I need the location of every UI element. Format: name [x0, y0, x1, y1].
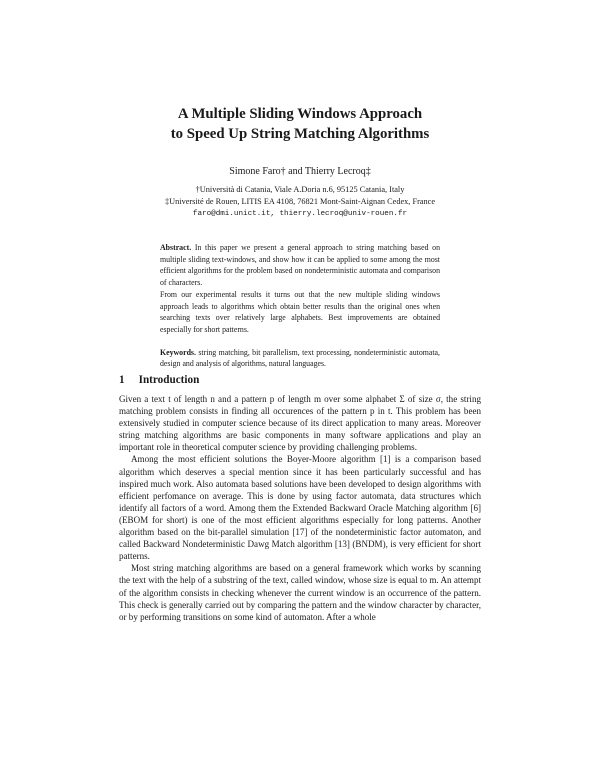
abstract-text-1: In this paper we present a general approach to string matching based on multiple sliding text-windows, and show how it can be applied to some among the most efficient algorithms for the problem based on nondeterministic automata and comparison of characters.	[160, 243, 440, 288]
section-number: 1	[119, 374, 125, 386]
title-line-1: A Multiple Sliding Windows Approach	[177, 106, 423, 122]
affiliation-rouen: ‡Université de Rouen, LITIS EA 4108, 76821 Mont-Saint-Aignan Cedex, France	[164, 197, 436, 206]
abstract-label: Abstract.	[160, 243, 192, 252]
affiliation-catania: †Università di Catania, Viale A.Doria n.6, 95125 Catania, Italy	[195, 185, 405, 194]
affiliations	[100, 184, 500, 220]
author-emails: faro@dmi.unict.it, thierry.lecroq@univ-rouen.fr	[192, 210, 408, 218]
section-heading-introduction	[119, 374, 199, 386]
intro-paragraph-3: Most string matching algorithms are based on a general framework which works by scanning the text with the help of a substring of the text, called window, whose size is equal to m. An attempt of the algorithm consists in checking whenever the current window is an occurrence of the pattern. This check is generally carried out by comparing the pattern and the window character by character, or by performing transitions on some kind of automaton. After a whole	[119, 563, 481, 622]
abstract-paragraph-1	[160, 242, 440, 289]
intro-paragraph-2: Among the most efficient solutions the Boyer-Moore algorithm [1] is a comparison based algorithm which deserves a special mention since it has been particularly successful and has inspired much work. Also automata based solutions have been developed to design algorithms with efficient perfomance on average. This is done by using factor automata, data structures which identify all factors of a word. Among them the Extended Backward Oracle Matching algorithm [6] (EBOM for short) is one of the most efficient algorithms especially for long patterns. Another algorithm based on the bit-parallel simulation [17] of the nondeterministic factor automaton, and called Backward Nondeterministic Dawg Match algorithm [13] (BNDM), is very efficient for short patterns.	[119, 454, 481, 562]
author-list: Simone Faro† and Thierry Lecroq‡	[229, 166, 371, 177]
abstract-paragraph-2: From our experimental results it turns out that the new multiple sliding windows approach leads to algorithms which obtain better results than the original ones when searching texts over relatively large alphabets. Best improvements are obtained especially for short patterns.	[160, 289, 440, 334]
section-title: Introduction	[138, 374, 200, 386]
intro-paragraph-1: Given a text t of length n and a pattern p of length m over some alphabet Σ of size σ, the string matching problem consists in finding all occurences of the pattern p in t. This problem has been extensively studied in computer science because of its direct application to many areas. Moreover string matching algorithms are basic components in many software applications and play an important role in theoretical computer science by providing challenging problems.	[119, 394, 481, 453]
introduction-body	[119, 393, 481, 623]
abstract-block	[160, 242, 440, 370]
keywords-paragraph	[160, 347, 440, 370]
title-line-2: to Speed Up String Matching Algorithms	[170, 126, 430, 142]
paper-title	[100, 104, 500, 144]
keywords-text: string matching, bit parallelism, text processing, nondeterministic automata, design and analysis of algorithms, natural languages.	[160, 347, 440, 369]
keywords-label: Keywords.	[160, 347, 196, 357]
